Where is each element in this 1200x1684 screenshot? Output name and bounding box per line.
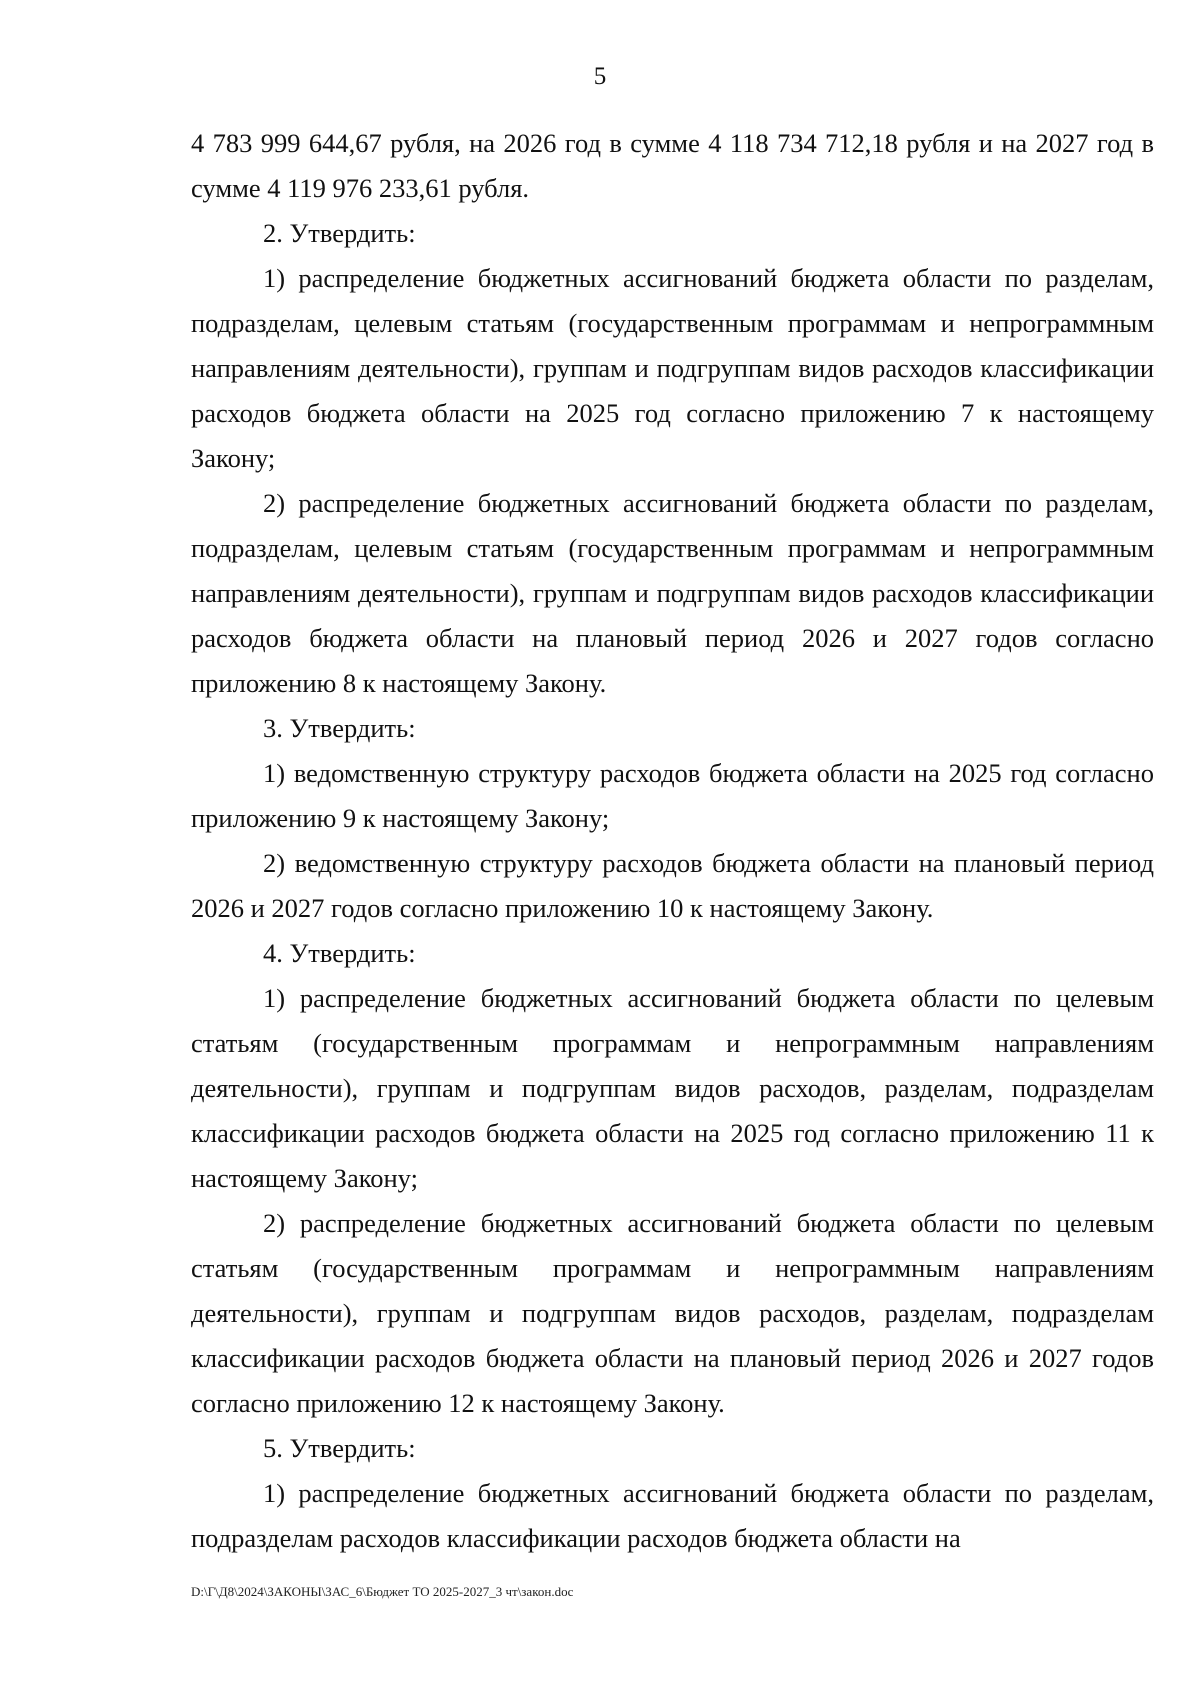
- paragraph-item: 1) распределение бюджетных ассигнований бюджета области по целевым статьям (государственным программам и непрограммным направлениям деятельности), группам и подгруппам видов расходов, разделам, подразделам классификации расходов бюджета области на 2025 год согласно приложению 11 к настоящему Закону;: [191, 983, 1154, 1193]
- document-body: [191, 121, 1154, 1561]
- paragraph-item: 1) ведомственную структуру расходов бюджета области на 2025 год согласно приложению 9 к настоящему Закону;: [191, 758, 1154, 833]
- paragraph-continuation: 4 783 999 644,67 рубля, на 2026 год в сумме 4 118 734 712,18 рубля и на 2027 год в сумме 4 119 976 233,61 рубля.: [191, 128, 1154, 203]
- section-heading-3: 3. Утвердить:: [263, 713, 416, 743]
- paragraph-item: 1) распределение бюджетных ассигнований бюджета области по разделам, подразделам расходов классификации расходов бюджета области на: [191, 1478, 1154, 1553]
- paragraph-item: 2) распределение бюджетных ассигнований бюджета области по целевым статьям (государственным программам и непрограммным направлениям деятельности), группам и подгруппам видов расходов, разделам, подразделам классификации расходов бюджета области на плановый период 2026 и 2027 годов согласно приложению 12 к настоящему Закону.: [191, 1208, 1154, 1418]
- page-number: 5: [593, 63, 607, 90]
- footer-file-path: D:\Г\Д8\2024\ЗАКОНЫ\ЗАС_6\Бюджет ТО 2025-2027_3 чт\закон.doc: [191, 1584, 574, 1599]
- section-heading-5: 5. Утвердить:: [263, 1433, 416, 1463]
- paragraph-item: 1) распределение бюджетных ассигнований бюджета области по разделам, подразделам, целевым статьям (государственным программам и непрограммным направлениям деятельности), группам и подгруппам видов расходов классификации расходов бюджета области на 2025 год согласно приложению 7 к настоящему Закону;: [191, 263, 1154, 473]
- paragraph-item: 2) ведомственную структуру расходов бюджета области на плановый период 2026 и 2027 годов согласно приложению 10 к настоящему Закону.: [191, 848, 1154, 923]
- section-heading-4: 4. Утвердить:: [263, 938, 416, 968]
- paragraph-item: 2) распределение бюджетных ассигнований бюджета области по разделам, подразделам, целевым статьям (государственным программам и непрограммным направлениям деятельности), группам и подгруппам видов расходов классификации расходов бюджета области на плановый период 2026 и 2027 годов согласно приложению 8 к настоящему Закону.: [191, 488, 1154, 698]
- section-heading-2: 2. Утвердить:: [263, 218, 416, 248]
